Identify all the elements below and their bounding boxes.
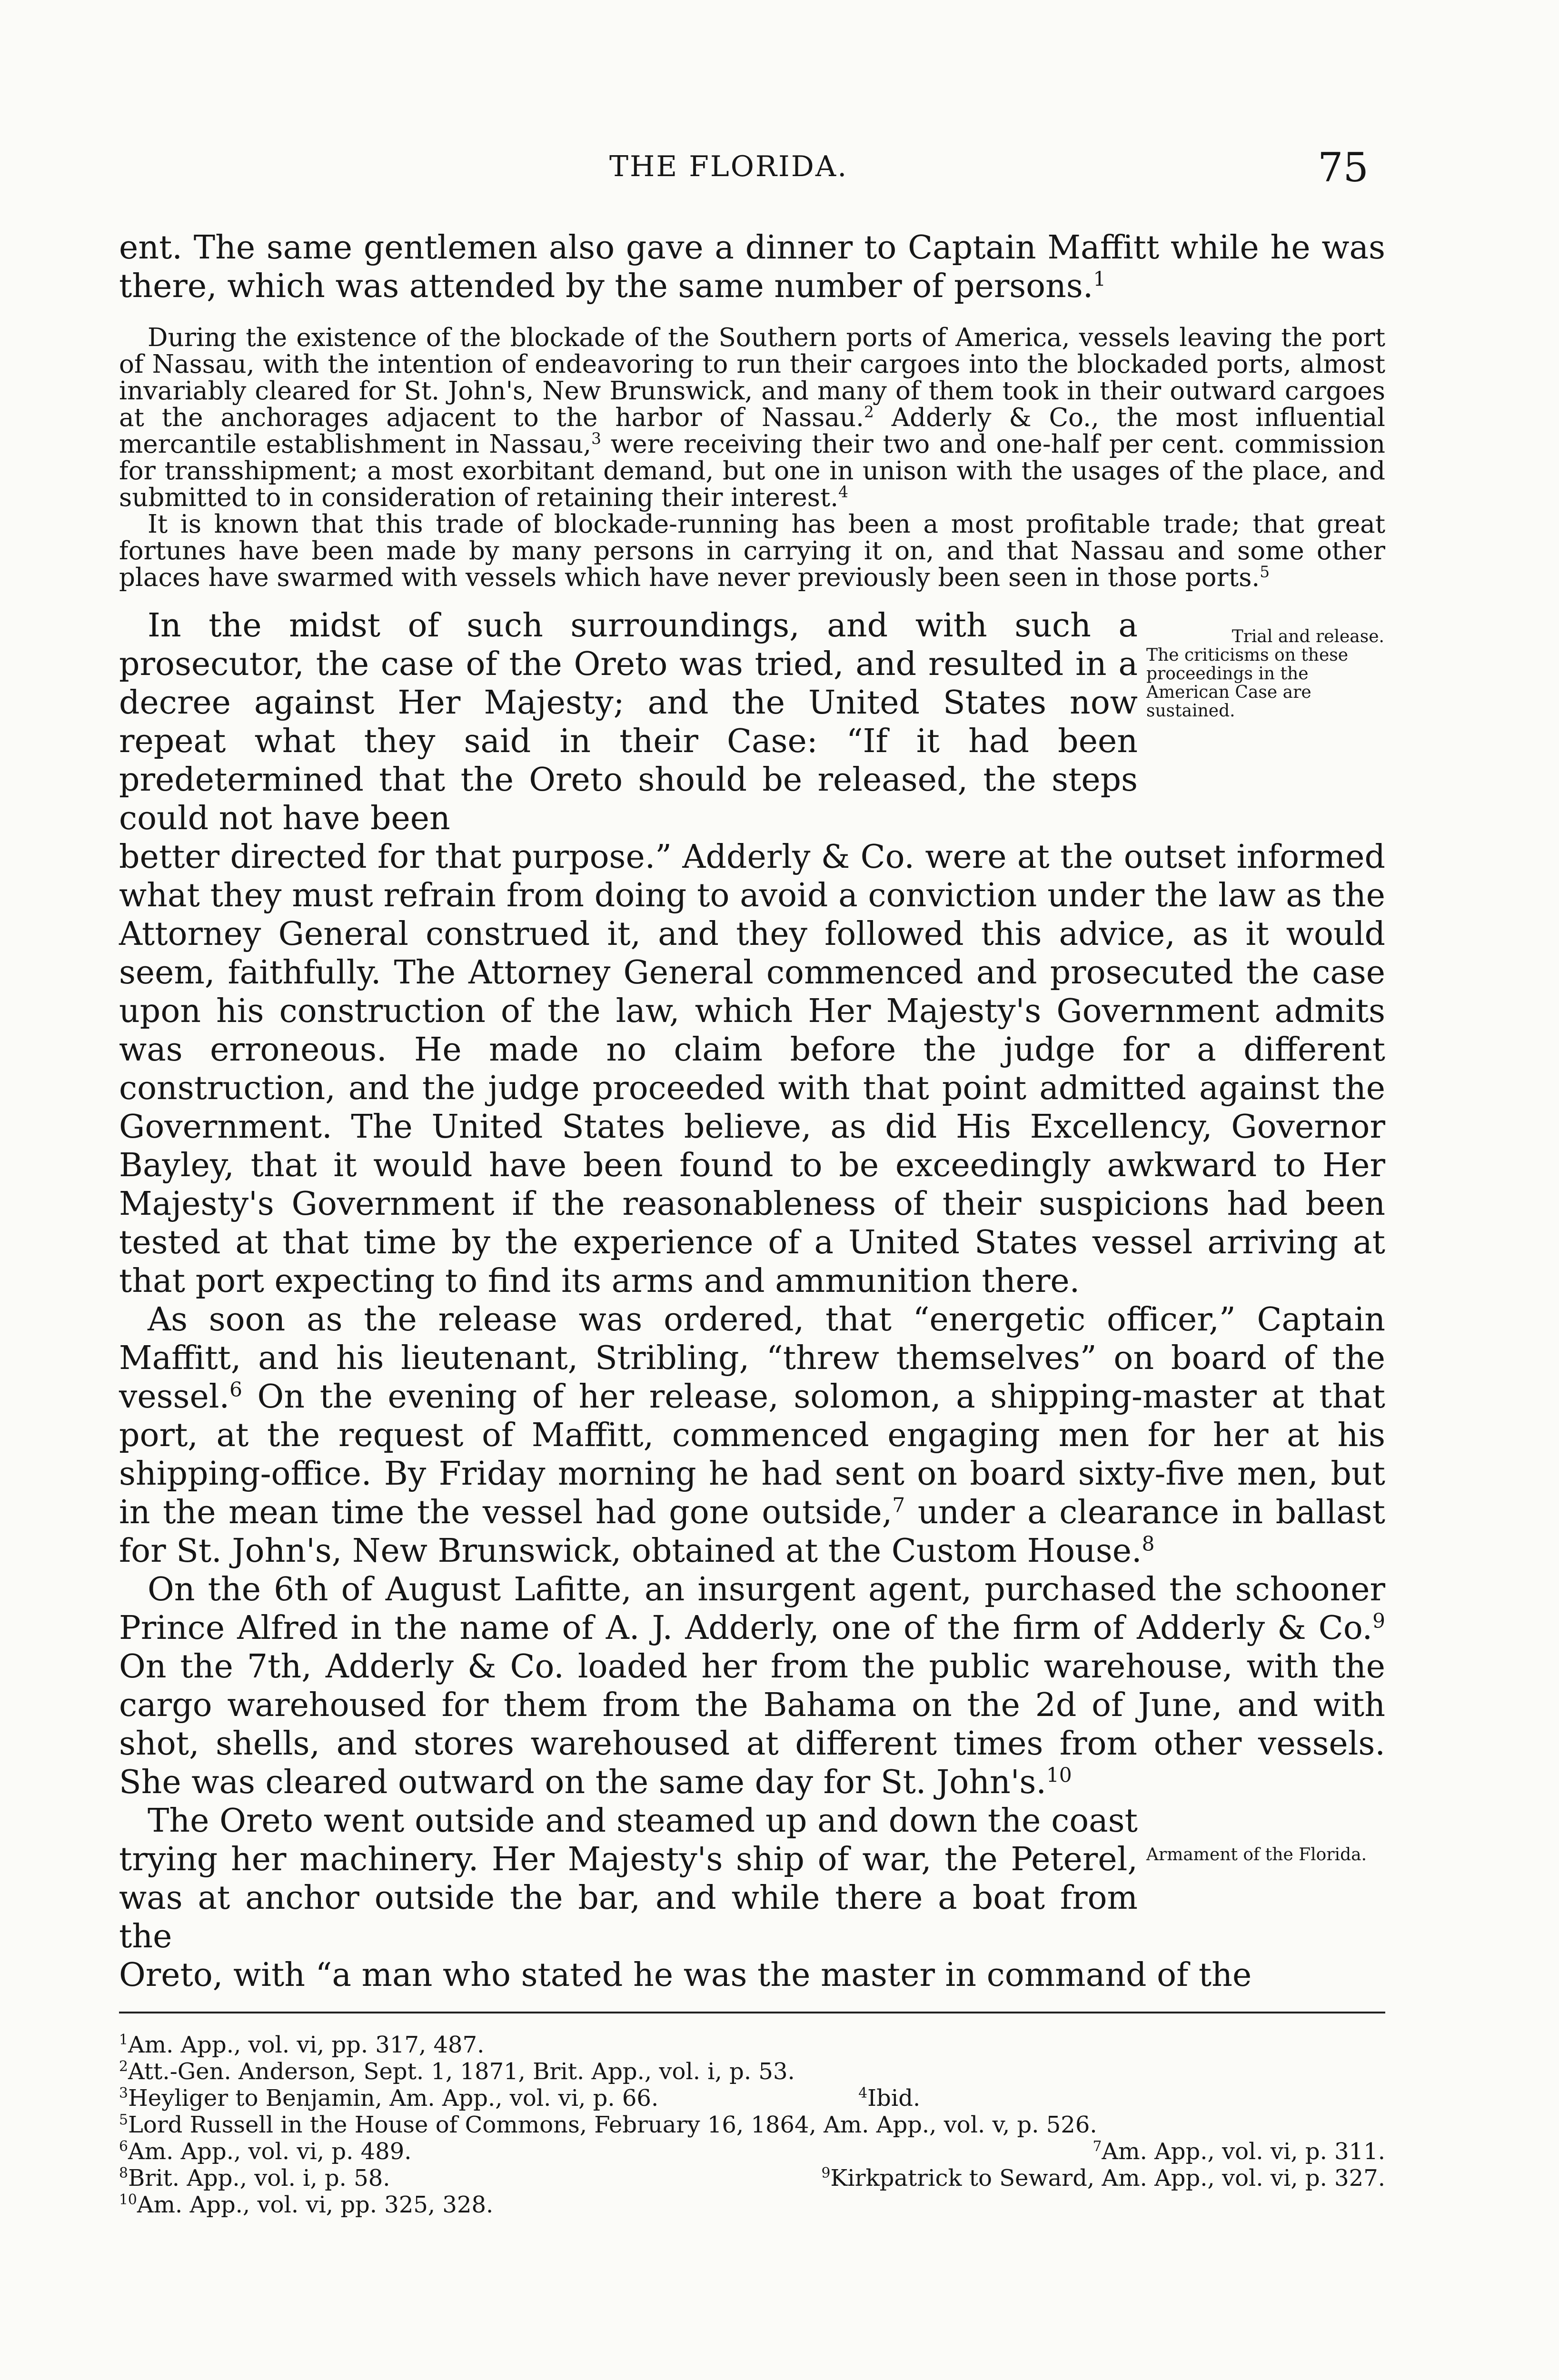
page-number: 75 <box>1318 144 1369 191</box>
footnote-ref: 10 <box>1046 1763 1072 1787</box>
margin-note-criticisms: The criticisms on these proceedings in the American Case are sustained. <box>1146 645 1349 721</box>
quoted-extract <box>119 325 1385 591</box>
page-header <box>0 144 1559 202</box>
paragraph-continued: Oreto, with “a man who stated he was the master in command of the <box>119 1956 1252 1994</box>
paragraph-with-margin-notes <box>119 1802 1385 1956</box>
footnote-ref: 5 <box>1260 562 1270 581</box>
quote-paragraph: During the existence of the blockade of the Southern ports of America, vessels leaving the port of Nassau, with the intention of endeavoring to run their cargoes into the blockaded ports, almost invariably cleared for St. John's, New Brunswick, and many of them took in their outward cargoes at the anchorages adjacent to the harbor of Nassau.$^2$ Adderly & Co., the most influential mercantile establishment in Nassau,$^3$ were receiving their two and one-half per cent. commission for transshipment; a most exorbitant demand, but one in unison with the usages of the place, and submitted to in consideration of retaining their interest.$^4$ <box>119 323 1385 512</box>
footnote-ref: 9 <box>1372 1609 1385 1633</box>
footnote: $^9$Kirkpatrick to Seward, Am. App., vol. vi, p. 327. <box>821 2165 1385 2192</box>
footnote: $^{10}$Am. App., vol. vi, pp. 325, 328. <box>119 2192 494 2218</box>
footnote: $^1$Am. App., vol. vi, pp. 317, 487. <box>119 2032 485 2058</box>
footnote-ref: 8 <box>1142 1532 1155 1556</box>
footnote: $^6$Am. App., vol. vi, p. 489. <box>119 2138 412 2165</box>
footnote-row <box>119 2192 1385 2218</box>
margin-note-trial: Trial and release. <box>1231 627 1384 646</box>
footnote: $^8$Brit. App., vol. i, p. 58. <box>119 2165 390 2192</box>
footnote-row <box>119 2032 1385 2058</box>
paragraph-with-margin-notes <box>119 606 1385 838</box>
footnote-ref: 2 <box>864 402 874 421</box>
footnote-ref: 4 <box>838 482 848 501</box>
paragraph: As soon as the release was ordered, that “energetic officer,” Captain Maffitt, and his lieutenant, Stribling, “threw themselves” on board of the vessel.$^6$ On the evening of her release, solomon, a shipping-master at that port, at the request of Maffitt, commenced engaging men for her at his shipping-office. By Friday morning he had sent on board sixty-five men, but in the mean time the vessel had gone outside,$^7$ under a clearance in ballast for St. John's, New Brunswick, obtained at the Custom House.$^8$ <box>119 1301 1386 1570</box>
quote-paragraph: It is known that this trade of blockade-running has been a most profitable trade; that great fortunes have been made by many persons in carrying it on, and that Nassau and some other places have swarmed with vessels which have never previously been seen in those ports.$^5$ <box>119 510 1385 592</box>
footnote-ref: 3 <box>591 429 602 448</box>
footnotes <box>119 2032 1385 2218</box>
footnote: $^3$Heyliger to Benjamin, Am. App., vol. vi, p. 66. <box>119 2085 659 2112</box>
footnote-row <box>119 2138 1385 2165</box>
paragraph: On the 6th of August Lafitte, an insurgent agent, purchased the schooner Prince Alfred in the name of A. J. Adderly, one of the firm of Adderly & Co.$^9$ On the 7th, Adderly & Co. loaded her from the public warehouse, with the cargo warehoused for them from the Bahama on the 2d of June, and with shot, shells, and stores warehoused at different times from other vessels. She was cleared outward on the same day for St. John's.$^{10}$ <box>119 1571 1385 1801</box>
margin-note-armament: Armament of the Florida. <box>1146 1845 1367 1864</box>
paragraph-continued: ent. The same gentlemen also gave a dinner to Captain Maffitt while he was there, which was attended by the same number of persons.$^1$ <box>119 229 1385 305</box>
paragraph: The Oreto went outside and steamed up and down the coast trying her machinery. Her Majesty's ship of war, the Peterel, was at anchor outside the bar, and while there a boat from the <box>119 1802 1138 1955</box>
footnote-ref: 1 <box>1093 267 1106 291</box>
footnote-row <box>119 2112 1385 2138</box>
footnote-row <box>119 2085 1385 2112</box>
footnote-divider <box>119 2012 1385 2013</box>
page-body <box>119 228 1385 2218</box>
footnote: $^7$Am. App., vol. vi, p. 311. <box>1092 2138 1385 2165</box>
footnote-row <box>119 2058 1385 2085</box>
margin-note-group <box>1146 606 1384 720</box>
footnote: $^5$Lord Russell in the House of Commons, February 16, 1864, Am. App., vol. v, p. 526. <box>119 2112 1097 2138</box>
running-title: THE FLORIDA. <box>609 150 848 183</box>
footnote-ref: 6 <box>229 1378 242 1401</box>
footnote: $^4$Ibid. <box>858 2085 921 2112</box>
footnote-row <box>119 2165 1385 2192</box>
paragraph-continued: better directed for that purpose.” Adderly & Co. were at the outset informed what they must refrain from doing to avoid a conviction under the law as the Attorney General construed it, and they followed this advice, as it would seem, faithfully. The Attorney General commenced and prosecuted the case upon his construction of the law, which Her Majesty's Government admits was erroneous. He made no claim before the judge for a different construction, and the judge proceeded with that point admitted against the Government. The United States believe, as did His Excellency, Governor Bayley, that it would have been found to be exceedingly awkward to Her Majesty's Government if the reasonableness of their suspicions had been tested at that time by the experience of a United States vessel arriving at that port expecting to find its arms and ammunition there. <box>119 838 1385 1300</box>
footnote: $^2$Att.-Gen. Anderson, Sept. 1, 1871, Brit. App., vol. i, p. 53. <box>119 2058 795 2085</box>
footnote-ref: 7 <box>892 1493 905 1517</box>
paragraph: In the midst of such surroundings, and with such a prosecutor, the case of the Oreto was tried, and resulted in a decree against Her Majesty; and the United States now repeat what they said in their Case: “If it had been predetermined that the Oreto should be released, the steps could not have been <box>119 607 1138 837</box>
